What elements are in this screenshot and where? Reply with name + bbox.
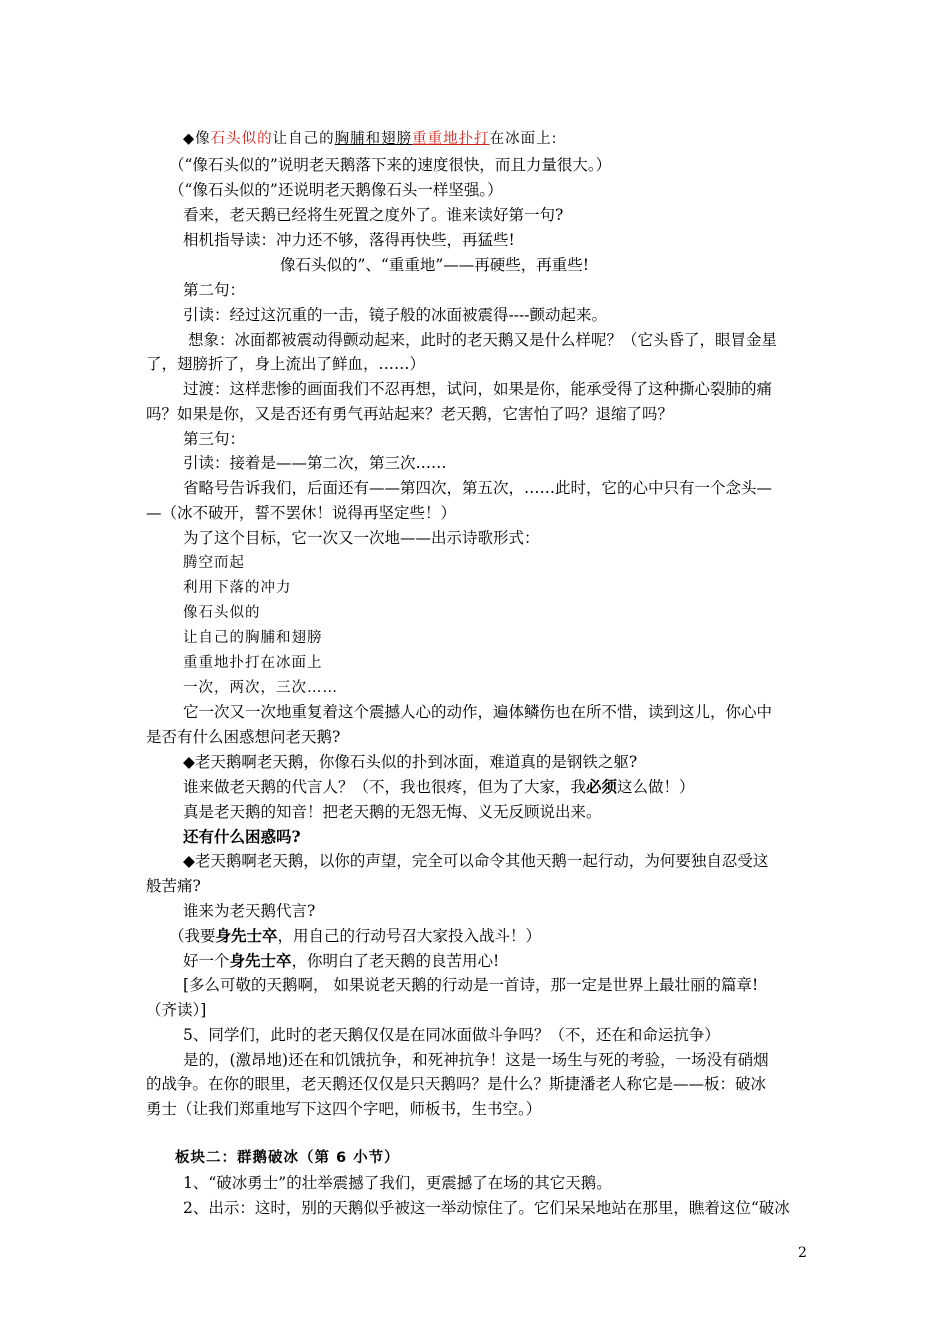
line-40: 勇士（让我们郑重地写下这四个字吧，师板书，生书空。） — [146, 1100, 542, 1118]
line-14: 引读：接着是——第二次，第三次…… — [183, 454, 447, 472]
poem-line: 重重地扑打在冰面上 — [183, 655, 323, 671]
poem-line: 腾空而起 — [183, 555, 245, 571]
line-39: 的战争。在你的眼里，老天鹅还仅仅是只天鹅吗？是什么？斯捷潘老人称它是——板：破冰 — [146, 1075, 767, 1093]
bold-phrase: 必须 — [586, 777, 618, 796]
text-span: 好一个 — [183, 952, 230, 970]
poem-line: 让自己的胸脯和翅膀 — [183, 630, 323, 646]
line-29-bold-question: 还有什么困惑吗? — [183, 827, 301, 846]
line-27 — [183, 776, 848, 798]
line-28: 真是老天鹅的知音！把老天鹅的无怨无悔、义无反顾说出来。 — [183, 803, 602, 821]
poem-line: 像石头似的 — [183, 605, 261, 621]
line-6: 像石头似的”、“重重地”——再硬些，再重些! — [280, 256, 590, 274]
line-42: 1、“破冰勇士”的壮举震撼了我们，更震撼了在场的其它天鹅。 — [183, 1174, 612, 1192]
line-30: ◆老天鹅啊老天鹅，以你的声望，完全可以命令其他天鹅一起行动，为何要独自忍受这 — [183, 852, 769, 870]
poem-line: 利用下落的冲力 — [183, 580, 292, 596]
red-phrase-shitou: 石头似的 — [210, 131, 273, 147]
text-span: 让自己的 — [272, 131, 335, 147]
line-24: 它一次又一次地重复着这个震撼人心的动作，遍体鳞伤也在所不惜，读到这儿，你心中 — [183, 703, 773, 721]
line-37: 5、同学们，此时的老天鹅仅仅是在同冰面做斗争吗？（不，还在和命运抗争） — [183, 1026, 720, 1044]
line-3: （“像石头似的”还说明老天鹅像石头一样坚强。） — [169, 181, 503, 199]
line-25: 是否有什么困惑想问老天鹅? — [146, 728, 341, 746]
line-9: 想象：冰面都被震动得颤动起来，此时的老天鹅又是什么样呢？（它头昏了，眼冒金星 — [188, 331, 778, 349]
line-36: （齐读）] — [146, 1001, 207, 1019]
page-number: 2 — [798, 1245, 807, 1261]
bullet-text: ◆像 — [183, 131, 211, 147]
text-span: （我要 — [169, 927, 216, 945]
line-35: [多么可敬的天鹅啊， 如果说老天鹅的行动是一首诗，那一定是世界上最壮丽的篇章! — [183, 976, 759, 994]
text-span: ，用自己的行动号召大家投入战斗！） — [277, 927, 542, 945]
line-10: 了，翅膀折了，身上流出了鲜血，……） — [146, 355, 426, 373]
line-5: 相机指导读：冲力还不够，落得再快些，再猛些! — [183, 231, 515, 249]
line-34 — [183, 950, 848, 972]
bold-phrase: 身先士卒 — [229, 951, 292, 970]
line-11: 过渡：这样悲惨的画面我们不忍再想，试问，如果是你，能承受得了这种撕心裂肺的痛 — [183, 380, 773, 398]
line-33 — [169, 925, 834, 947]
line-2: （“像石头似的”说明老天鹅落下来的速度很快，而且力量很大。） — [169, 156, 612, 174]
section-heading: 板块二：群鹅破冰（第 6 小节） — [175, 1150, 400, 1166]
line-32: 谁来为老天鹅代言? — [183, 902, 316, 920]
text-span: ，你明白了老天鹅的良苦用心! — [291, 952, 500, 970]
bold-phrase: 身先士卒 — [215, 926, 278, 945]
line-16: —（冰不破开，誓不罢休！说得再坚定些！） — [146, 504, 457, 522]
line-4: 看来，老天鹅已经将生死置之度外了。谁来读好第一句? — [183, 206, 564, 224]
line-8: 引读：经过这沉重的一击，镜子般的冰面被震得----颤动起来。 — [183, 306, 607, 324]
line-26: ◆老天鹅啊老天鹅，你像石头似的扑到冰面，难道真的是钢铁之躯? — [183, 753, 638, 771]
line-43: 2、出示：这时，别的天鹅似乎被这一举动惊住了。它们呆呆地站在那里，瞧着这位“破冰 — [183, 1199, 790, 1217]
text-span: 谁来做老天鹅的代言人？（不，我也很疼，但为了大家，我 — [183, 778, 587, 796]
text-span: 在冰面上: — [489, 131, 558, 147]
underlined-phrase-xiongpu: 胸脯和翅膀 — [334, 131, 413, 147]
line-1 — [183, 128, 848, 150]
line-12: 吗？如果是你，又是否还有勇气再站起来？老天鹅，它害怕了吗？退缩了吗？ — [146, 405, 674, 423]
line-7: 第二句： — [183, 281, 246, 299]
red-underlined-phrase-pudata: 重重地扑打 — [412, 131, 490, 147]
line-38: 是的，(激昂地)还在和饥饿抗争，和死神抗争！这是一场生与死的考验，一场没有硝烟 — [183, 1051, 769, 1069]
line-13: 第三句： — [183, 430, 246, 448]
line-15: 省略号告诉我们，后面还有——第四次，第五次，……此时，它的心中只有一个念头— — [183, 479, 773, 497]
line-31: 般苦痛? — [146, 877, 201, 895]
text-span: 这么做！） — [617, 778, 695, 796]
line-17: 为了这个目标，它一次又一次地——出示诗歌形式： — [183, 529, 540, 547]
poem-line: 一次，两次，三次…… — [183, 680, 338, 696]
